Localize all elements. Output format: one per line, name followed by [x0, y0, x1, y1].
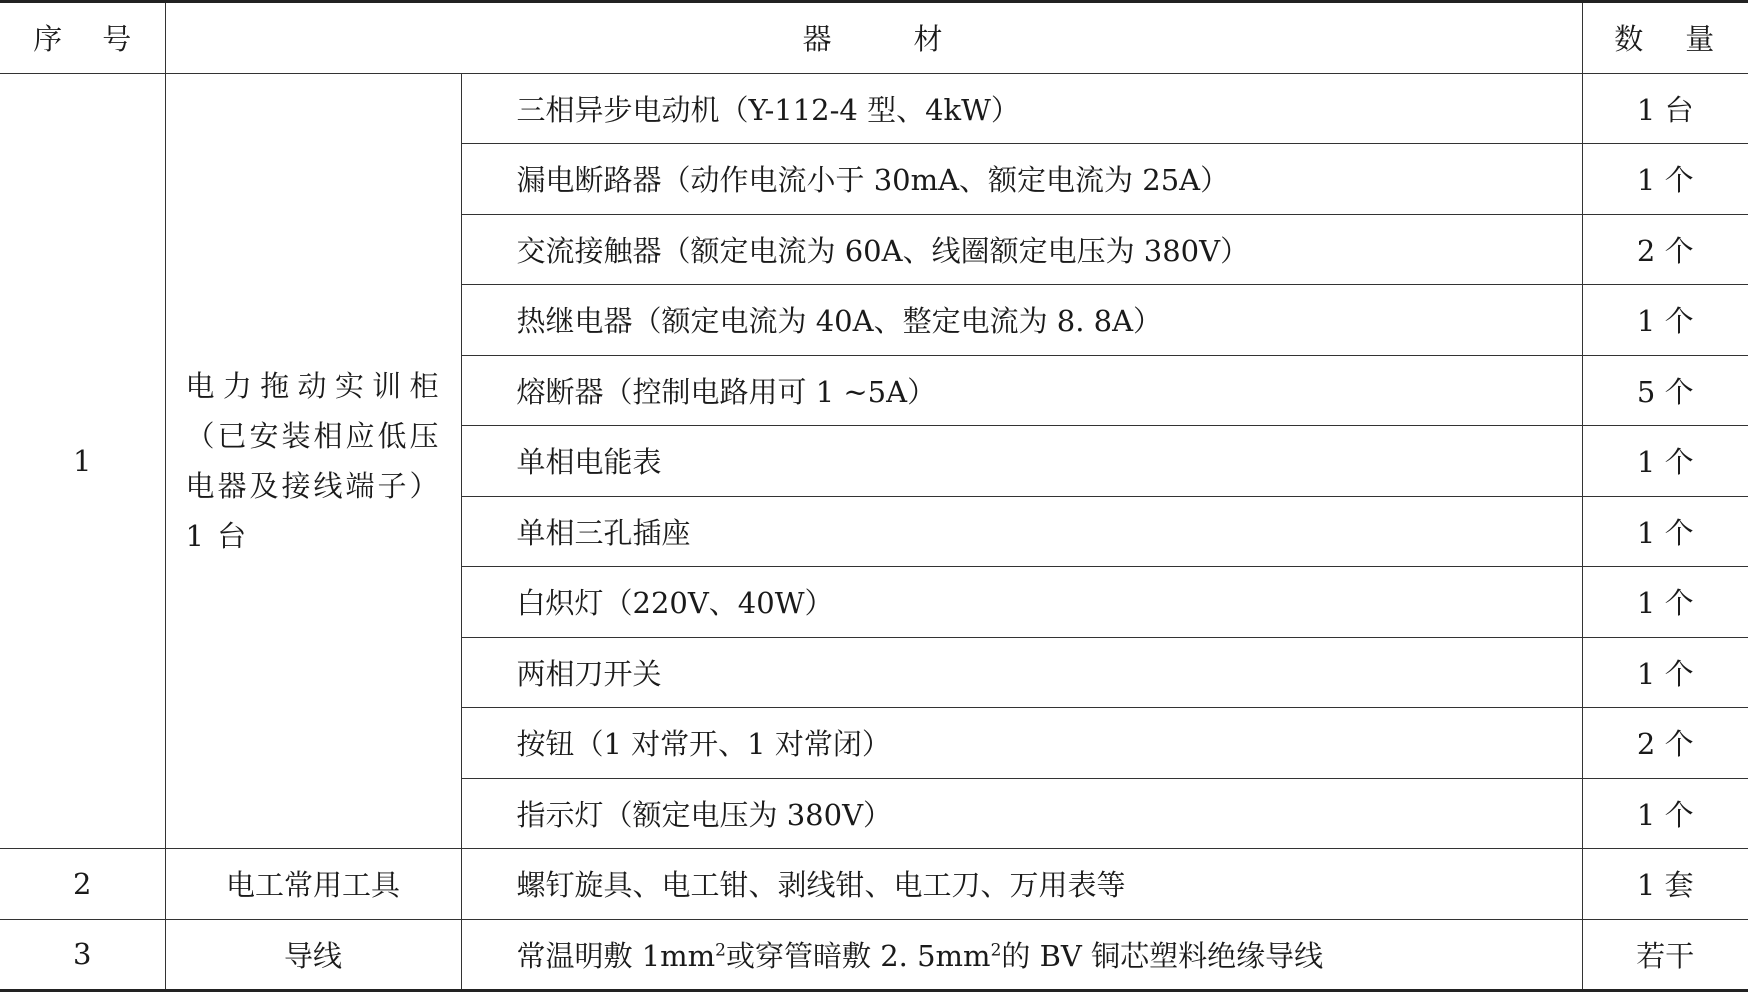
quantity-cell: 5 个 — [1582, 355, 1748, 426]
item-name-cell: 螺钉旋具、电工钳、剥线钳、电工刀、万用表等 — [461, 849, 1582, 920]
quantity-cell: 1 个 — [1582, 285, 1748, 356]
quantity-cell: 1 个 — [1582, 567, 1748, 638]
header-serial-number: 序 号 — [0, 2, 165, 74]
serial-number-cell: 3 — [0, 919, 165, 991]
item-name-cell: 按钮（1 对常开、1 对常闭） — [461, 708, 1582, 779]
header-quantity: 数 量 — [1582, 2, 1748, 74]
superscript-b: 2 — [990, 940, 1002, 961]
wire-desc-part-b: 或穿管暗敷 2. 5mm — [726, 938, 991, 973]
item-name-cell — [461, 919, 1582, 991]
group-name-cell: 导线 — [165, 919, 461, 991]
quantity-cell: 2 个 — [1582, 214, 1748, 285]
quantity-cell: 1 个 — [1582, 144, 1748, 215]
table-header-row — [0, 2, 1748, 74]
item-name-cell: 白炽灯（220V、40W） — [461, 567, 1582, 638]
group-name-cell: 电工常用工具 — [165, 849, 461, 920]
table-row — [0, 73, 1748, 144]
item-name-cell: 单相三孔插座 — [461, 496, 1582, 567]
table-row — [0, 919, 1748, 991]
item-name-cell: 漏电断路器（动作电流小于 30mA、额定电流为 25A） — [461, 144, 1582, 215]
item-name-cell: 热继电器（额定电流为 40A、整定电流为 8. 8A） — [461, 285, 1582, 356]
item-name-cell: 两相刀开关 — [461, 637, 1582, 708]
item-name-cell: 熔断器（控制电路用可 1 ~5A） — [461, 355, 1582, 426]
item-name-cell: 单相电能表 — [461, 426, 1582, 497]
quantity-cell: 1 个 — [1582, 496, 1748, 567]
quantity-cell: 1 个 — [1582, 637, 1748, 708]
serial-number-cell: 2 — [0, 849, 165, 920]
item-name-cell: 交流接触器（额定电流为 60A、线圈额定电压为 380V） — [461, 214, 1582, 285]
item-name-cell: 三相异步电动机（Y-112-4 型、4kW） — [461, 73, 1582, 144]
table-row — [0, 849, 1748, 920]
quantity-cell: 若干 — [1582, 919, 1748, 991]
item-name-cell: 指示灯（额定电压为 380V） — [461, 778, 1582, 849]
wire-desc-part-a: 常温明敷 1mm — [516, 938, 716, 973]
quantity-cell: 1 个 — [1582, 426, 1748, 497]
quantity-cell: 1 套 — [1582, 849, 1748, 920]
wire-desc-part-c: 的 BV 铜芯塑料绝缘导线 — [1001, 938, 1324, 973]
header-equipment: 器 材 — [165, 2, 1582, 74]
superscript-a: 2 — [715, 940, 726, 961]
quantity-cell: 2 个 — [1582, 708, 1748, 779]
quantity-cell: 1 个 — [1582, 778, 1748, 849]
serial-number-cell: 1 — [0, 73, 165, 849]
group-name-cell: 电力拖动实训柜（已安装相应低压电器及接线端子）1 台 — [165, 73, 461, 849]
quantity-cell: 1 台 — [1582, 73, 1748, 144]
